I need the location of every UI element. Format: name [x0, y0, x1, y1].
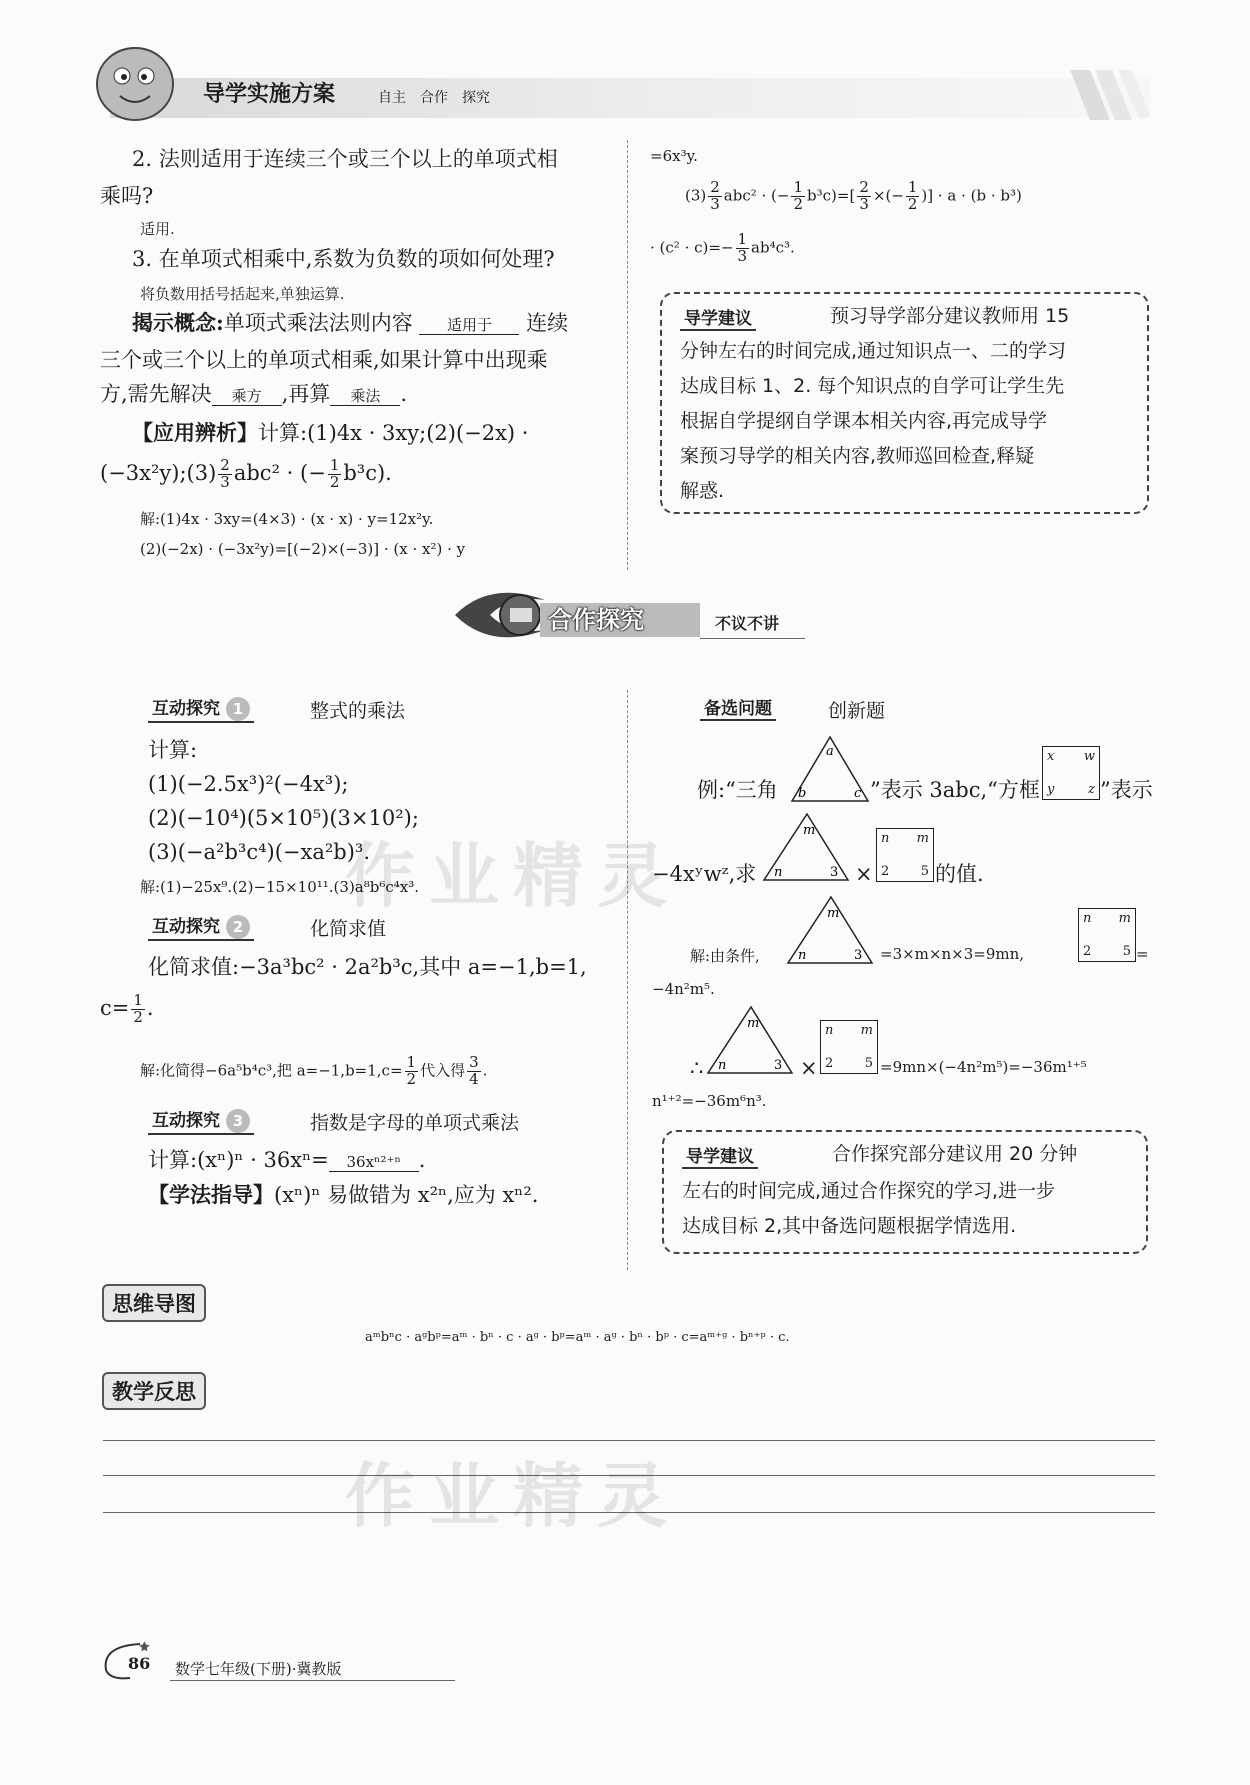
answer-2: 适用.: [140, 220, 175, 238]
section-title: 合作探究: [548, 606, 644, 634]
explore-1-line-4: (3)(−a²b³c⁴)(−xa²b)³.: [148, 840, 371, 864]
explore-3-tag: 互动探究 3: [148, 1106, 254, 1135]
explore-2-question: 化简求值:−3a³bc² · 2a²b³c,其中 a=−1,b=1,: [148, 955, 587, 979]
explore-2-number: 2: [226, 915, 250, 939]
svg-text:m: m: [827, 906, 840, 921]
fraction-one-half: $\frac{1}{2}$: [329, 456, 340, 491]
watermark-stamp-1: 作业精灵: [345, 835, 681, 917]
guide-line-1: 预习导学部分建议教师用 15: [830, 305, 1070, 327]
mascot-icon: [80, 36, 190, 126]
explore-2-solution: 解:化简得−6a⁵b⁴c³,把 a=−1,b=1,c= $\frac{1}{2}$ 代入得 $\frac{3}{4}$ .: [140, 1053, 488, 1088]
guide-line-6: 解惑.: [680, 480, 725, 502]
apply-line-2: [100, 458, 392, 491]
guide-line-3: 达成目标 1、2. 每个知识点的自学可让学生先: [680, 375, 1065, 397]
explore-3-question: 计算:(xⁿ)ⁿ · 36xⁿ= 36xⁿ²⁺ⁿ .: [148, 1148, 426, 1172]
concept-text-4a: 方,需先解决: [100, 382, 212, 406]
section-note: 不议不讲: [715, 614, 780, 633]
backup-solution-8: n¹⁺²=−36m⁶n³.: [652, 1092, 767, 1110]
column-divider-top: [627, 140, 628, 570]
box-nm25-final-icon: n m 2 5: [820, 1020, 878, 1074]
section-note-underline: [700, 638, 805, 639]
guide-line-4: 根据自学提纲自学课本相关内容,再完成导学: [680, 410, 1048, 432]
question-2-cont: 乘吗?: [100, 184, 154, 208]
solution-cont-1: =6x³y.: [650, 147, 698, 165]
book-title: 数学七年级(下册)·冀教版: [175, 1660, 342, 1678]
explore-1-line-1: 计算:: [148, 738, 198, 762]
concept-text-2: 连续: [526, 311, 569, 335]
question-2: 2. 法则适用于连续三个或三个以上的单项式相: [132, 147, 558, 171]
explore-1-line-2: (1)(−2.5x³)²(−4x³);: [148, 772, 349, 796]
mindmap-label: 思维导图: [102, 1284, 206, 1322]
backup-solution-4: −4n²m⁵.: [652, 980, 715, 998]
box-xwyz-icon: x w y z: [1042, 746, 1100, 800]
solution-cont-2: (3) $\frac{2}{3}$ abc² · (− $\frac{1}{2}$ b³c)=[ $\frac{2}{3}$ ×(− $\frac{1}{2}$ )] · a · (b · b³): [685, 178, 1022, 213]
question-3: 3. 在单项式相乘中,系数为负数的项如何处理?: [132, 247, 555, 271]
reflect-label: 教学反思: [102, 1372, 206, 1410]
apply-text-2c: b³c).: [343, 460, 392, 485]
apply-label: 【应用辨析】: [132, 420, 258, 445]
guide2-line-1: 合作探究部分建议用 20 分钟: [832, 1143, 1078, 1165]
backup-tag: 备选问题: [700, 694, 776, 721]
explore-2-title: 化简求值: [310, 918, 387, 940]
apply-text-2b: abc² · (−: [233, 460, 326, 485]
svg-text:m: m: [747, 1016, 760, 1031]
explore-1-line-3: (2)(−10⁴)(5×10⁵)(3×10²);: [148, 806, 419, 830]
explore-1-solution: 解:(1)−25x⁹.(2)−15×10¹¹.(3)a⁸b⁶c⁴x³.: [140, 878, 420, 896]
explore-2-question-cont: c= $\frac{1}{2}$ .: [100, 991, 154, 1026]
solution-cont-3: · (c² · c)=− $\frac{1}{3}$ ab⁴c³.: [650, 230, 795, 265]
triangle-abc-icon: [790, 735, 870, 805]
column-divider-bottom: [627, 690, 628, 1270]
guide2-line-2: 左右的时间完成,通过合作探究的学习,进一步: [682, 1180, 1056, 1202]
explore-3-number: 3: [226, 1109, 250, 1133]
apply-line-1: [132, 420, 528, 446]
concept-label: 揭示概念:: [132, 310, 224, 335]
explore-1-title: 整式的乘法: [310, 700, 406, 722]
example-text-6: 的值.: [935, 862, 984, 886]
blank-multiply: 乘法: [330, 387, 400, 406]
svg-text:a: a: [826, 744, 834, 759]
explore-3-blank: 36xⁿ²⁺ⁿ: [329, 1153, 419, 1172]
answer-3: 将负数用括号括起来,单独运算.: [140, 285, 345, 303]
guide-label-2: 导学建议: [682, 1142, 758, 1169]
example-text-2: ”表示 3abc,“方框: [870, 778, 1040, 802]
apply-text-2a: (−3x²y);(3): [100, 460, 217, 485]
concept-line-2: 三个或三个以上的单项式相乘,如果计算中出现乘: [100, 348, 548, 372]
backup-solution-5: ∴: [690, 1056, 704, 1080]
svg-text:c: c: [854, 786, 862, 801]
svg-text:n: n: [718, 1058, 727, 1073]
example-text-4: −4xʸwᶻ,求: [652, 862, 757, 886]
backup-solution-7: =9mn×(−4n²m⁵)=−36m¹⁺⁵: [880, 1058, 1087, 1076]
backup-solution-6: ×: [800, 1056, 818, 1080]
header-title: 导学实施方案: [203, 82, 336, 107]
svg-text:3: 3: [774, 1058, 783, 1073]
example-text-1: 例:“三角: [697, 778, 778, 802]
apply-text-1: 计算:(1)4x · 3xy;(2)(−2x) ·: [258, 421, 529, 445]
watermark-stamp-2: 作业精灵: [345, 1455, 681, 1537]
backup-solution-2: =3×m×n×3=9mn,: [880, 945, 1025, 963]
solution-1: 解:(1)4x · 3xy=(4×3) · (x · x) · y=12x²y.: [140, 510, 434, 528]
guide-line-2: 分钟左右的时间完成,通过知识点一、二的学习: [680, 340, 1067, 362]
backup-solution-3: =: [1136, 945, 1149, 963]
concept-line-1: [132, 310, 568, 336]
triangle-mn3-icon: [762, 812, 852, 884]
explore-1-tag: 互动探究 1: [148, 694, 254, 723]
box-nm25-solution-icon: n m 2 5: [1078, 908, 1136, 962]
explore-2-tag: 互动探究 2: [148, 912, 254, 941]
example-text-5: ×: [855, 862, 873, 886]
svg-text:3: 3: [854, 948, 863, 963]
svg-text:n: n: [774, 865, 783, 880]
concept-text-1: 单项式乘法法则内容: [223, 311, 413, 335]
explore-1-number: 1: [226, 697, 250, 721]
concept-line-3: 方,需先解决 乘方 ,再算 乘法 .: [100, 382, 408, 406]
page-number: 86: [128, 1654, 151, 1673]
mindmap-formula: aᵐbⁿc · aᵍbᵖ=aᵐ · bⁿ · c · aᵍ · bᵖ=aᵐ · aᵍ · bⁿ · bᵖ · c=aᵐ⁺ᵍ · bⁿ⁺ᵖ · c.: [365, 1330, 790, 1345]
blank-power: 乘方: [212, 387, 282, 406]
svg-text:m: m: [803, 823, 816, 838]
svg-text:3: 3: [830, 865, 839, 880]
guide-line-5: 案预习导学的相关内容,教师巡回检查,释疑: [680, 445, 1035, 467]
triangle-mn3-final-icon: [706, 1005, 796, 1077]
backup-title: 创新题: [828, 700, 886, 722]
triangle-mn3-solution-icon: [786, 895, 876, 967]
svg-text:b: b: [798, 786, 807, 801]
explore-3-tip: 【学法指导】(xⁿ)ⁿ 易做错为 x²ⁿ,应为 xⁿ².: [148, 1182, 539, 1207]
header-stripes-icon: [1060, 70, 1150, 120]
blank-applies: 适用于: [419, 316, 519, 335]
header-subtitle: 自主 合作 探究: [378, 90, 490, 106]
fraction-two-thirds: $\frac{2}{3}$: [220, 456, 230, 491]
backup-solution-1: 解:由条件,: [690, 947, 760, 965]
explore-3-title: 指数是字母的单项式乘法: [310, 1112, 520, 1134]
guide-label-1: 导学建议: [680, 304, 756, 331]
solution-2: (2)(−2x) · (−3x²y)=[(−2)×(−3)] · (x · x²) · y: [140, 540, 466, 558]
guide2-line-3: 达成目标 2,其中备选问题根据学情选用.: [682, 1215, 1017, 1237]
box-nm25-icon: n m 2 5: [876, 828, 934, 882]
concept-text-4b: ,再算: [281, 382, 331, 406]
example-text-3: ”表示: [1100, 778, 1153, 802]
footer-underline: [170, 1680, 455, 1681]
svg-text:n: n: [798, 948, 807, 963]
